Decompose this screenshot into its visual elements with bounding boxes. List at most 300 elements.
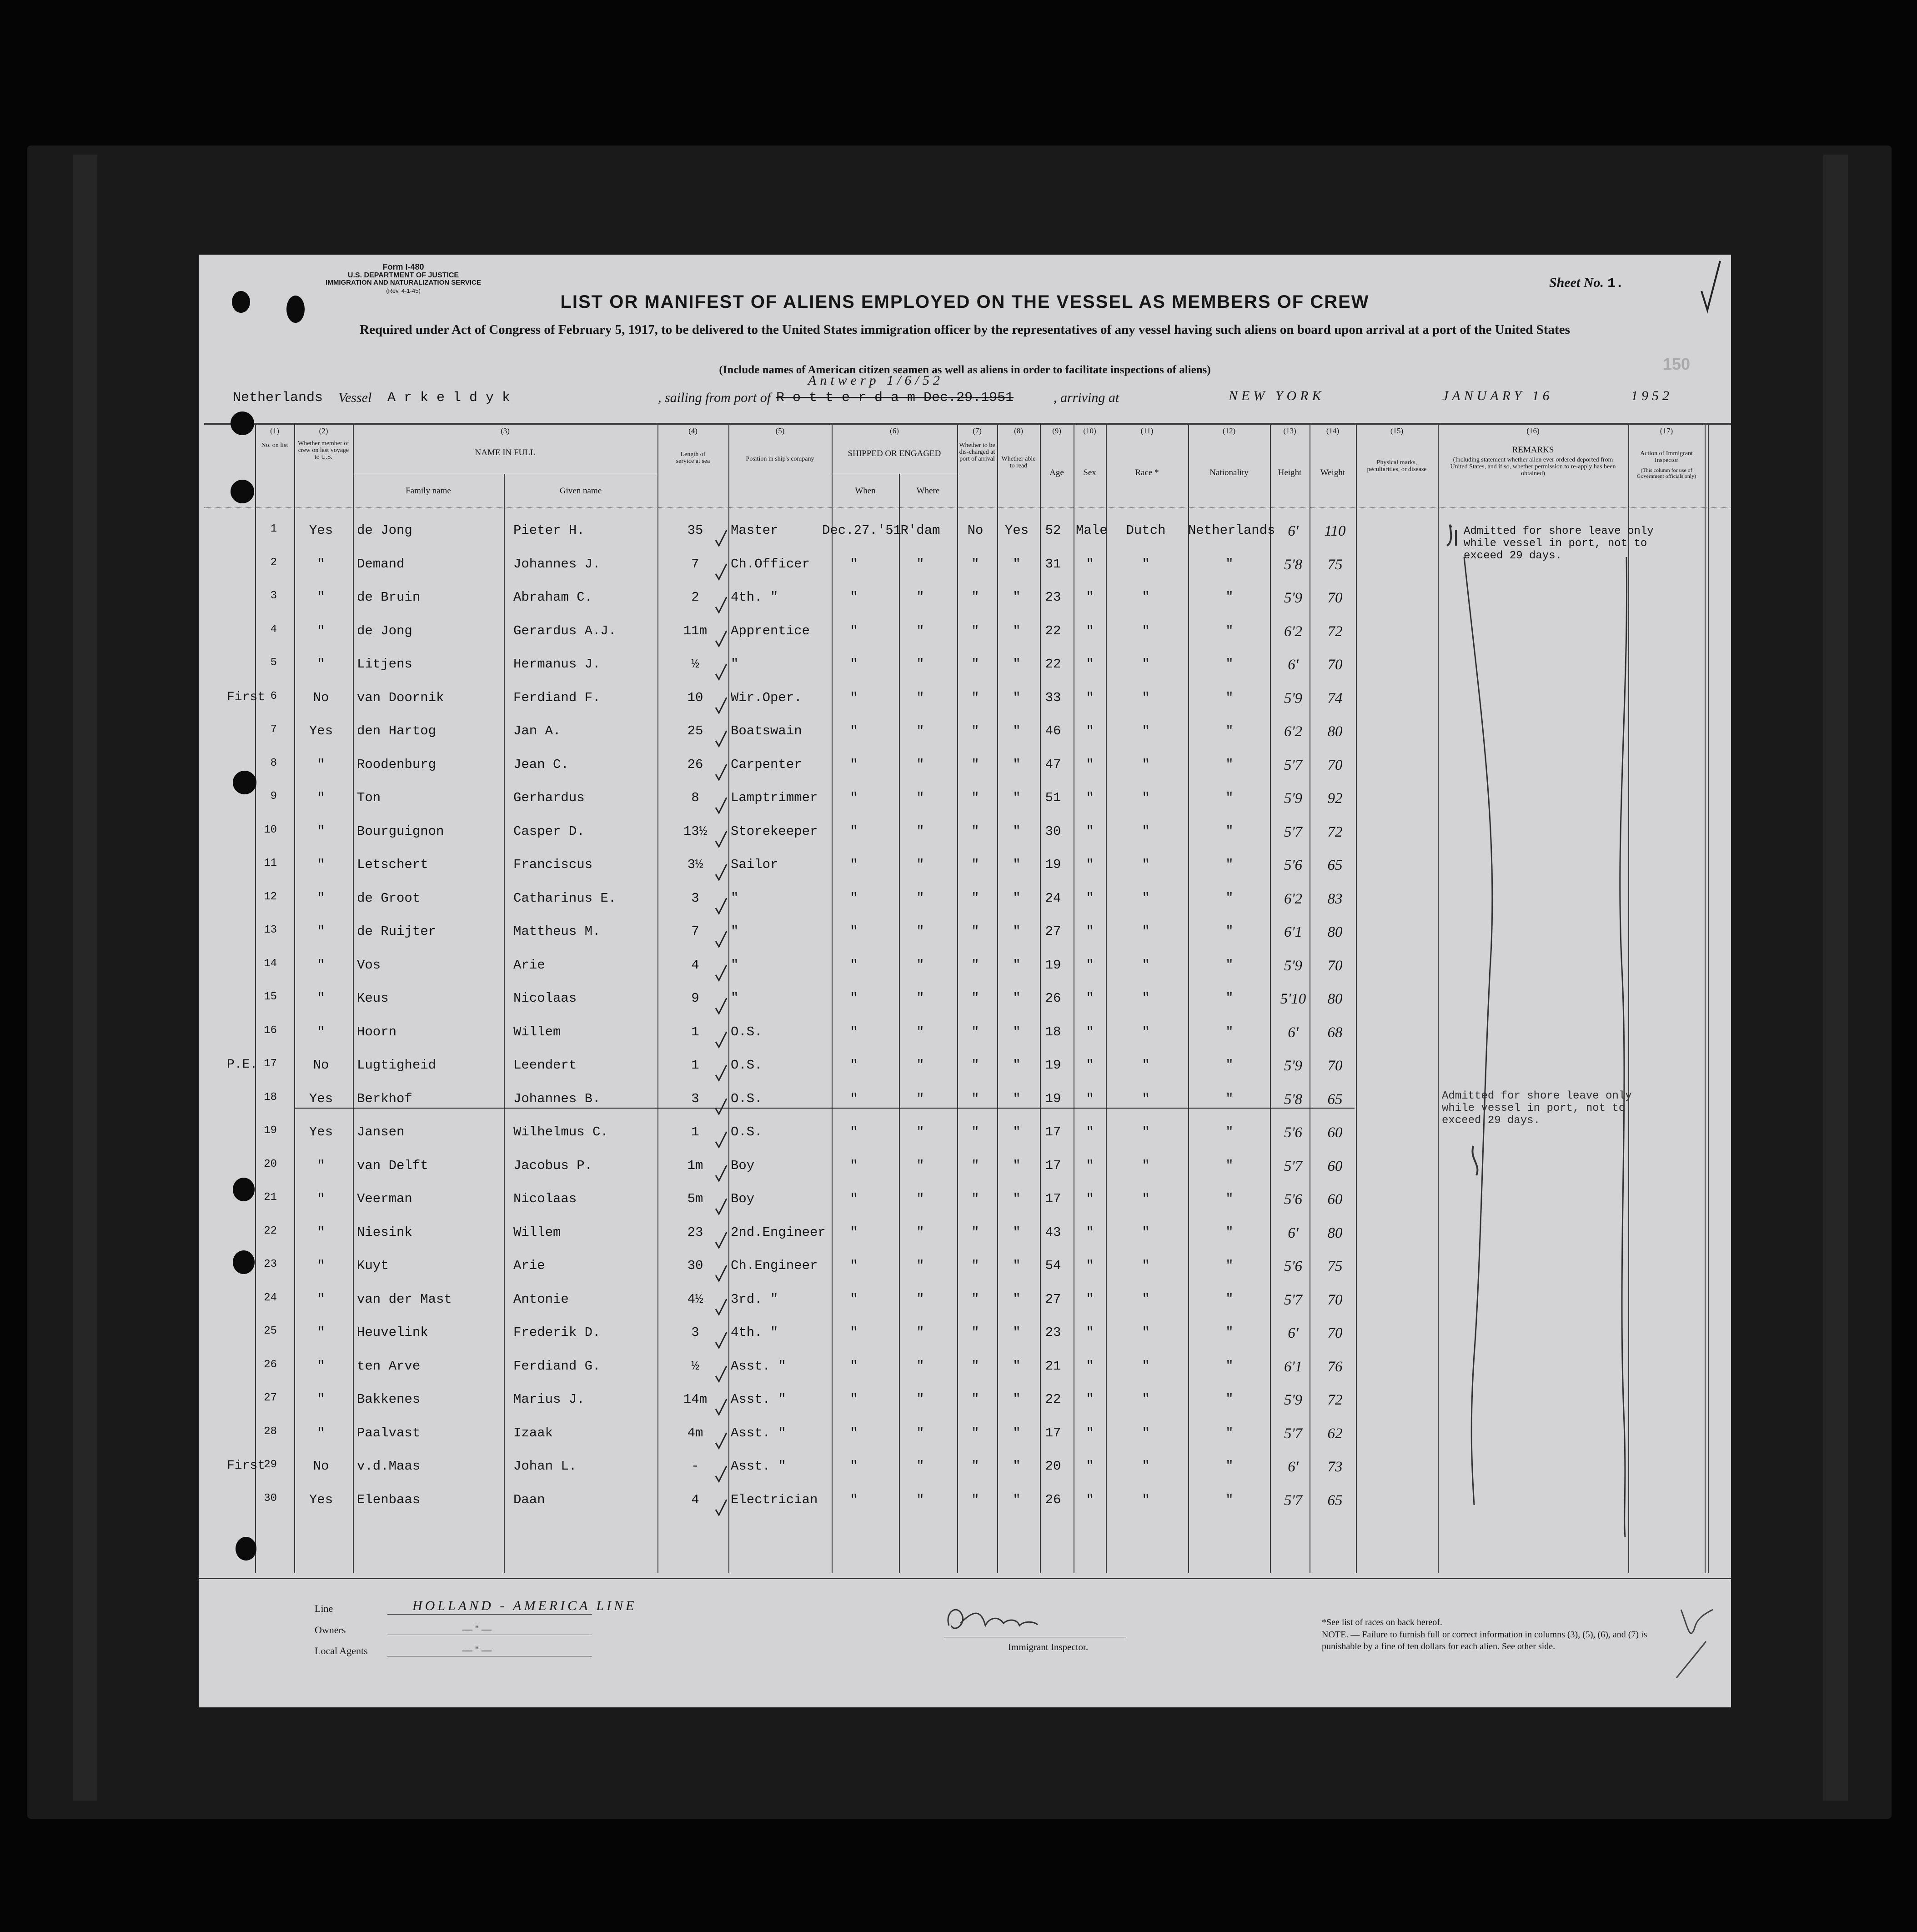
header-when: When — [855, 486, 876, 496]
row-prefix: First — [227, 1459, 266, 1473]
note-fine: NOTE. — Failure to furnish full or correct information in columns (3), (5), (6), and (7) is punishable by a fine of ten dollars for each alien. See other side. — [1322, 1630, 1647, 1651]
row-weight: 76 — [1327, 1358, 1343, 1375]
tally-check-icon — [714, 1465, 728, 1483]
row-length-of-service: 4m — [687, 1425, 703, 1440]
row-shipped-when: " — [850, 1459, 858, 1474]
row-discharged: " — [971, 690, 979, 705]
row-position: " — [731, 890, 739, 906]
punch-hole — [236, 1537, 256, 1561]
header-col16-num: (16) — [1526, 427, 1540, 435]
row-able-to-read: " — [1013, 1492, 1021, 1507]
row-discharged: No — [967, 523, 984, 538]
row-given-name: Hermanus J. — [513, 657, 601, 672]
row-length-of-service: 1 — [691, 1024, 699, 1039]
row-given-name: Ferdiand G. — [513, 1358, 601, 1374]
row-sex: " — [1086, 556, 1094, 572]
row-nationality: " — [1225, 1358, 1234, 1374]
row-height: 5'7 — [1284, 757, 1303, 773]
row-weight: 80 — [1327, 924, 1343, 940]
row-height: 5'9 — [1284, 1058, 1303, 1074]
row-given-name: Jean C. — [513, 757, 569, 772]
row-age: 22 — [1045, 1392, 1061, 1407]
row-family-name: van Doornik — [357, 690, 444, 705]
header-col14-num: (14) — [1326, 427, 1340, 435]
row-position: 4th. " — [731, 1325, 778, 1340]
row-race: " — [1142, 757, 1150, 772]
row-number: 4 — [270, 623, 277, 636]
header-remarks: REMARKS — [1512, 445, 1554, 455]
row-family-name: Ton — [357, 790, 381, 805]
row-discharged: " — [971, 1358, 979, 1374]
manifest-subtitle: Required under Act of Congress of February 5, 1917, to be delivered to the United States immigration officer by the representatives of any vessel having such aliens on board upon arrival at a port of the United States — [360, 322, 1570, 337]
header-col7-num: (7) — [973, 427, 982, 435]
row-family-name: Jansen — [357, 1124, 405, 1139]
row-prefix — [227, 1392, 254, 1425]
header-where: Where — [916, 486, 940, 496]
row-nationality: " — [1225, 623, 1234, 638]
row-last-voyage: " — [317, 1358, 325, 1374]
header-col17-num: (17) — [1660, 427, 1673, 435]
row-age: 22 — [1045, 623, 1061, 638]
row-sex: " — [1086, 991, 1094, 1006]
tally-check-icon — [714, 1499, 728, 1517]
row-family-name: Niesink — [357, 1224, 412, 1240]
row-discharged: " — [971, 924, 979, 939]
row-height: 5'8 — [1284, 1091, 1303, 1108]
row-prefix: First — [227, 690, 266, 704]
row-nationality: " — [1225, 1425, 1234, 1440]
row-shipped-where: " — [916, 1459, 924, 1474]
row-length-of-service: ½ — [691, 1358, 699, 1374]
row-number: 3 — [270, 590, 277, 602]
row-race: " — [1142, 1459, 1150, 1474]
row-height: 5'9 — [1284, 690, 1303, 707]
row-race: " — [1142, 924, 1150, 939]
header-col2-label: Whether member of crew on last voyage to U.S. — [298, 440, 349, 461]
row-nationality: " — [1225, 1058, 1234, 1073]
row-last-voyage: Yes — [309, 723, 333, 738]
row-length-of-service: 23 — [687, 1224, 703, 1240]
row-age: 23 — [1045, 1325, 1061, 1340]
row-discharged: " — [971, 1258, 979, 1273]
row-weight: 83 — [1327, 890, 1343, 907]
row-shipped-when: " — [850, 790, 858, 805]
row-number: 9 — [270, 790, 277, 803]
row-position: Asst. " — [731, 1358, 786, 1374]
row-discharged: " — [971, 790, 979, 805]
row-shipped-when: " — [850, 890, 858, 906]
row-family-name: ten Arve — [357, 1358, 421, 1374]
row-discharged: " — [971, 590, 979, 605]
row-family-name: Roodenburg — [357, 757, 437, 772]
row-length-of-service: 3 — [691, 890, 699, 906]
row-shipped-when: " — [850, 1392, 858, 1407]
tally-check-icon — [714, 1265, 728, 1283]
row-length-of-service: 30 — [687, 1258, 703, 1273]
row-shipped-when: " — [850, 1291, 858, 1307]
row-number: 5 — [270, 657, 277, 669]
row-able-to-read: " — [1013, 556, 1021, 572]
row-shipped-where: " — [916, 1191, 924, 1206]
row-number: 12 — [264, 890, 277, 903]
row-race: " — [1142, 890, 1150, 906]
arrival-date: JANUARY 16 — [1442, 388, 1553, 403]
row-age: 19 — [1045, 1091, 1061, 1106]
row-given-name: Marius J. — [513, 1392, 585, 1407]
row-last-voyage: " — [317, 590, 325, 605]
row-weight: 65 — [1327, 1091, 1343, 1108]
row-discharged: " — [971, 1492, 979, 1507]
row-length-of-service: 13½ — [683, 823, 708, 839]
row-sex: " — [1086, 1358, 1094, 1374]
row-prefix — [227, 1292, 254, 1325]
row-sex: " — [1086, 1425, 1094, 1440]
header-able-to-read: Whether able to read — [1001, 456, 1036, 469]
row-weight: 60 — [1327, 1191, 1343, 1208]
row-sex: " — [1086, 1024, 1094, 1039]
row-sex: " — [1086, 1492, 1094, 1507]
header-position: Position in ship's company — [746, 456, 814, 462]
row-shipped-where: " — [916, 690, 924, 705]
row-age: 17 — [1045, 1158, 1061, 1173]
row-shipped-when: " — [850, 556, 858, 572]
row-height: 5'7 — [1284, 1158, 1303, 1174]
row-discharged: " — [971, 1191, 979, 1206]
row-prefix — [227, 1124, 254, 1158]
row-race: " — [1142, 1392, 1150, 1407]
row-able-to-read: " — [1013, 1291, 1021, 1307]
row-last-voyage: " — [317, 757, 325, 772]
row-given-name: Arie — [513, 957, 545, 973]
row-able-to-read: " — [1013, 1024, 1021, 1039]
row-race: " — [1142, 823, 1150, 839]
tally-check-icon — [714, 1198, 728, 1216]
row-height: 5'6 — [1284, 1191, 1303, 1208]
row-race: " — [1142, 1158, 1150, 1173]
row-able-to-read: " — [1013, 657, 1021, 672]
row-age: 51 — [1045, 790, 1061, 805]
row-able-to-read: " — [1013, 1091, 1021, 1106]
row-length-of-service: 35 — [687, 523, 703, 538]
row-height: 5'8 — [1284, 556, 1303, 573]
row-position: " — [731, 991, 739, 1006]
row-family-name: Elenbaas — [357, 1492, 421, 1507]
row-nationality: " — [1225, 823, 1234, 839]
row-sex: " — [1086, 1325, 1094, 1340]
row-family-name: Litjens — [357, 657, 412, 672]
row-sex: " — [1086, 1392, 1094, 1407]
row-position: Asst. " — [731, 1392, 786, 1407]
row-length-of-service: 3½ — [687, 857, 703, 872]
row-position: Asst. " — [731, 1425, 786, 1440]
row-nationality: " — [1225, 690, 1234, 705]
row-last-voyage: " — [317, 623, 325, 638]
row-prefix — [227, 557, 254, 590]
header-col2-num: (2) — [319, 427, 328, 435]
row-length-of-service: 3 — [691, 1091, 699, 1106]
row-age: 19 — [1045, 1058, 1061, 1073]
row-race: " — [1142, 1124, 1150, 1139]
row-able-to-read: " — [1013, 857, 1021, 872]
row-last-voyage: " — [317, 790, 325, 805]
row-family-name: Bourguignon — [357, 823, 444, 839]
row-height: 5'7 — [1284, 823, 1303, 840]
row-position: Apprentice — [731, 623, 810, 638]
inspector-signature — [940, 1598, 1054, 1639]
row-weight: 60 — [1327, 1124, 1343, 1141]
row-family-name: Letschert — [357, 857, 428, 872]
row-family-name: Lugtigheid — [357, 1058, 437, 1073]
row-nationality: " — [1225, 857, 1234, 872]
row-nationality: " — [1225, 957, 1234, 973]
footer-line-label: Line — [315, 1603, 333, 1614]
row-shipped-when: " — [850, 623, 858, 638]
row-position: O.S. — [731, 1091, 763, 1106]
row-length-of-service: 8 — [691, 790, 699, 805]
punch-hole — [232, 291, 250, 313]
tally-check-icon — [714, 1365, 728, 1383]
remark-shore-leave-1: Admitted for shore leave only while vessel in port, not to exceed 29 days. — [1464, 525, 1654, 562]
row-able-to-read: " — [1013, 991, 1021, 1006]
footer-owners-label: Owners — [315, 1624, 346, 1636]
row-weight: 70 — [1327, 757, 1343, 773]
row-able-to-read: " — [1013, 623, 1021, 638]
row-age: 23 — [1045, 590, 1061, 605]
row-shipped-where: " — [916, 723, 924, 738]
row-race: " — [1142, 690, 1150, 705]
row-family-name: Demand — [357, 556, 405, 572]
row-weight: 70 — [1327, 1291, 1343, 1308]
vessel-label: Vessel — [338, 390, 372, 405]
row-height: 6' — [1288, 1024, 1299, 1041]
row-shipped-where: " — [916, 1058, 924, 1073]
row-shipped-where: R'dam — [900, 523, 940, 538]
row-discharged: " — [971, 1058, 979, 1073]
row-race: " — [1142, 1291, 1150, 1307]
row-age: 17 — [1045, 1425, 1061, 1440]
row-shipped-where: " — [916, 1124, 924, 1139]
row-age: 26 — [1045, 991, 1061, 1006]
row-age: 17 — [1045, 1191, 1061, 1206]
tally-check-icon — [714, 964, 728, 982]
row-last-voyage: " — [317, 823, 325, 839]
row-able-to-read: Yes — [1004, 523, 1029, 538]
row-given-name: Daan — [513, 1492, 545, 1507]
row-position: " — [731, 657, 739, 672]
row-shipped-where: " — [916, 957, 924, 973]
row-able-to-read: " — [1013, 890, 1021, 906]
footer-agents-label: Local Agents — [315, 1645, 368, 1656]
row-able-to-read: " — [1013, 1191, 1021, 1206]
row-last-voyage: No — [313, 690, 329, 705]
row-nationality: " — [1225, 1291, 1234, 1307]
sheet-number — [1549, 275, 1624, 291]
row-number: 13 — [264, 924, 277, 936]
row-race: Dutch — [1126, 523, 1166, 538]
tally-check-icon — [714, 596, 728, 614]
row-family-name: de Jong — [357, 523, 412, 538]
row-age: 19 — [1045, 857, 1061, 872]
row-given-name: Wilhelmus C. — [513, 1124, 608, 1139]
row-sex: Male — [1076, 523, 1108, 538]
header-given-name: Given name — [559, 486, 602, 496]
row-shipped-where: " — [916, 924, 924, 939]
row-nationality: " — [1225, 991, 1234, 1006]
row-able-to-read: " — [1013, 1058, 1021, 1073]
row-height: 5'6 — [1284, 1124, 1303, 1141]
row-age: 27 — [1045, 1291, 1061, 1307]
row-weight: 72 — [1327, 1392, 1343, 1408]
row-race: " — [1142, 623, 1150, 638]
row-nationality: " — [1225, 1191, 1234, 1206]
row-discharged: " — [971, 657, 979, 672]
header-col5-num: (5) — [775, 427, 785, 435]
row-given-name: Arie — [513, 1258, 545, 1273]
header-col3-num: (3) — [501, 427, 510, 435]
row-weight: 75 — [1327, 1258, 1343, 1275]
row-shipped-where: " — [916, 790, 924, 805]
header-race: Race * — [1135, 468, 1159, 477]
header-name-in-full: NAME IN FULL — [475, 448, 536, 457]
vessel-line — [233, 373, 1731, 410]
row-able-to-read: " — [1013, 1459, 1021, 1474]
row-age: 21 — [1045, 1358, 1061, 1374]
row-weight: 110 — [1324, 523, 1346, 539]
row-able-to-read: " — [1013, 1358, 1021, 1374]
row-shipped-when: " — [850, 1358, 858, 1374]
header-nationality: Nationality — [1209, 468, 1249, 477]
row-number: 30 — [264, 1492, 277, 1505]
row-shipped-where: " — [916, 1425, 924, 1440]
row-race: " — [1142, 1325, 1150, 1340]
row-prefix — [227, 857, 254, 891]
sheet-number-label: Sheet No. — [1549, 275, 1604, 290]
row-discharged: " — [971, 1392, 979, 1407]
row-last-voyage: Yes — [309, 1124, 333, 1139]
header-col4-num: (4) — [688, 427, 698, 435]
row-family-name: Kuyt — [357, 1258, 389, 1273]
row-weight: 65 — [1327, 1492, 1343, 1509]
row-number: 1 — [270, 523, 277, 535]
row-position: 4th. " — [731, 590, 778, 605]
row-last-voyage: " — [317, 1325, 325, 1340]
row-prefix — [227, 1091, 254, 1125]
row-last-voyage: " — [317, 857, 325, 872]
row-position: " — [731, 957, 739, 973]
row-prefix: P.E. — [227, 1058, 258, 1072]
row-age: 46 — [1045, 723, 1061, 738]
row-shipped-where: " — [916, 757, 924, 772]
row-age: 30 — [1045, 823, 1061, 839]
row-family-name: Vos — [357, 957, 381, 973]
manifest-subtitle-note: (Include names of American citizen seamen as well as aliens in order to facilitate inspections of aliens) — [719, 364, 1211, 376]
row-nationality: " — [1225, 1492, 1234, 1507]
row-family-name: Bakkenes — [357, 1392, 421, 1407]
row-prefix — [227, 723, 254, 757]
row-prefix — [227, 1024, 254, 1058]
row-nationality: " — [1225, 757, 1234, 772]
row-length-of-service: 25 — [687, 723, 703, 738]
tally-check-icon — [714, 863, 728, 882]
footer-agents-value: — " — — [462, 1644, 492, 1656]
row-weight: 72 — [1327, 823, 1343, 840]
row-number: 21 — [264, 1191, 277, 1204]
row-length-of-service: - — [691, 1459, 699, 1474]
row-shipped-when: " — [850, 1325, 858, 1340]
row-age: 22 — [1045, 657, 1061, 672]
row-length-of-service: 7 — [691, 556, 699, 572]
row-height: 6'1 — [1284, 1358, 1303, 1375]
crew-table — [204, 423, 1731, 1578]
row-height: 6' — [1288, 657, 1299, 673]
row-age: 31 — [1045, 556, 1061, 572]
row-shipped-when: " — [850, 1124, 858, 1139]
row-position: Ch.Engineer — [731, 1258, 818, 1273]
header-remarks-sub: (Including statement whether alien ever ordered deported from United States, and if so, whether permission to re-apply has been obtained) — [1450, 457, 1616, 477]
row-sex: " — [1086, 1158, 1094, 1173]
row-given-name: Casper D. — [513, 823, 585, 839]
sailing-label: , sailing from port of — [658, 390, 771, 405]
ink-initials-mark — [1663, 1591, 1722, 1682]
row-number: 24 — [264, 1291, 277, 1304]
vessel-name: A r k e l d y k — [387, 390, 511, 406]
row-given-name: Izaak — [513, 1425, 553, 1440]
row-prefix — [227, 1425, 254, 1459]
tally-check-icon — [714, 1231, 728, 1250]
row-height: 5'6 — [1284, 857, 1303, 873]
vessel-nationality: Netherlands — [233, 390, 323, 406]
row-able-to-read: " — [1013, 1425, 1021, 1440]
row-last-voyage: " — [317, 991, 325, 1006]
row-given-name: Pieter H. — [513, 523, 585, 538]
form-revision: (Rev. 4-1-45) — [386, 287, 421, 294]
row-able-to-read: " — [1013, 1258, 1021, 1273]
row-sex: " — [1086, 1124, 1094, 1139]
header-shipped-or-engaged: SHIPPED OR ENGAGED — [848, 449, 941, 458]
row-weight: 60 — [1327, 1158, 1343, 1174]
header-col10-num: (10) — [1083, 427, 1096, 435]
row-last-voyage: " — [317, 556, 325, 572]
tally-check-icon — [714, 1098, 728, 1116]
microfilm-frame-edge-left — [73, 155, 97, 1801]
row-able-to-read: " — [1013, 1124, 1021, 1139]
row-last-voyage: " — [317, 1291, 325, 1307]
row-shipped-when: " — [850, 1024, 858, 1039]
row-discharged: " — [971, 957, 979, 973]
row-position: 3rd. " — [731, 1291, 778, 1307]
row-age: 17 — [1045, 1124, 1061, 1139]
punch-hole — [231, 480, 254, 503]
row-height: 5'6 — [1284, 1258, 1303, 1275]
row-race: " — [1142, 590, 1150, 605]
row-discharged: " — [971, 556, 979, 572]
row-sex: " — [1086, 1191, 1094, 1206]
row-shipped-when: Dec.27.'51 — [822, 523, 902, 538]
row-number: 23 — [264, 1258, 277, 1270]
row-shipped-when: " — [850, 857, 858, 872]
row-discharged: " — [971, 623, 979, 638]
row-number: 6 — [270, 690, 277, 703]
row-sex: " — [1086, 823, 1094, 839]
row-height: 6' — [1288, 1224, 1299, 1241]
row-able-to-read: " — [1013, 823, 1021, 839]
row-sex: " — [1086, 1291, 1094, 1307]
row-position: Asst. " — [731, 1459, 786, 1474]
row-sex: " — [1086, 1258, 1094, 1273]
row-nationality: " — [1225, 1392, 1234, 1407]
header-col9-num: (9) — [1052, 427, 1061, 435]
row-last-voyage: " — [317, 890, 325, 906]
